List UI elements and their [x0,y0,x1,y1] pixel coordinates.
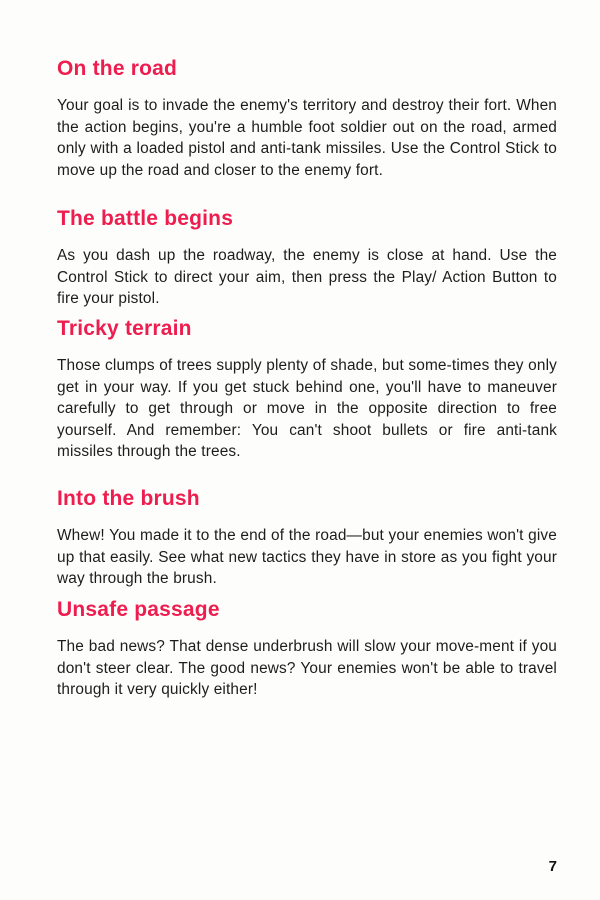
section-heading: Into the brush [57,487,200,510]
section-heading: Unsafe passage [57,598,220,621]
section-body: As you dash up the roadway, the enemy is close at hand. Use the Control Stick to direct your aim, then press the Play/ Action Button to fire your pistol. [57,247,557,307]
section-the-battle-begins [57,206,557,310]
section-into-the-brush [57,486,557,590]
section-unsafe-passage [57,597,557,701]
section-body: Whew! You made it to the end of the road—but your enemies won't give up that easily. See what new tactics they have in store as you fight your way through the brush. [57,527,557,587]
section-tricky-terrain [57,316,557,463]
section-heading: The battle begins [57,207,234,230]
section-body: Those clumps of trees supply plenty of shade, but some-times they only get in your way. If you get stuck behind one, you'll have to maneuver carefully to get through or move in the opposite direction to free yourself. And remember: You can't shoot bullets or fire anti-tank missiles through the trees. [57,357,557,460]
section-body: The bad news? That dense underbrush will slow your move-ment if you don't steer clear. The good news? Your enemies won't be able to travel through it very quickly either! [57,638,557,698]
section-heading: Tricky terrain [57,317,192,340]
section-heading: On the road [57,57,178,80]
page-number: 7 [548,858,557,875]
section-body: Your goal is to invade the enemy's territory and destroy their fort. When the action begins, you're a humble foot soldier out on the road, armed only with a loaded pistol and anti-tank missiles. Use the Control Stick to move up the road and closer to the enemy fort. [57,97,557,179]
section-on-the-road [57,56,557,181]
